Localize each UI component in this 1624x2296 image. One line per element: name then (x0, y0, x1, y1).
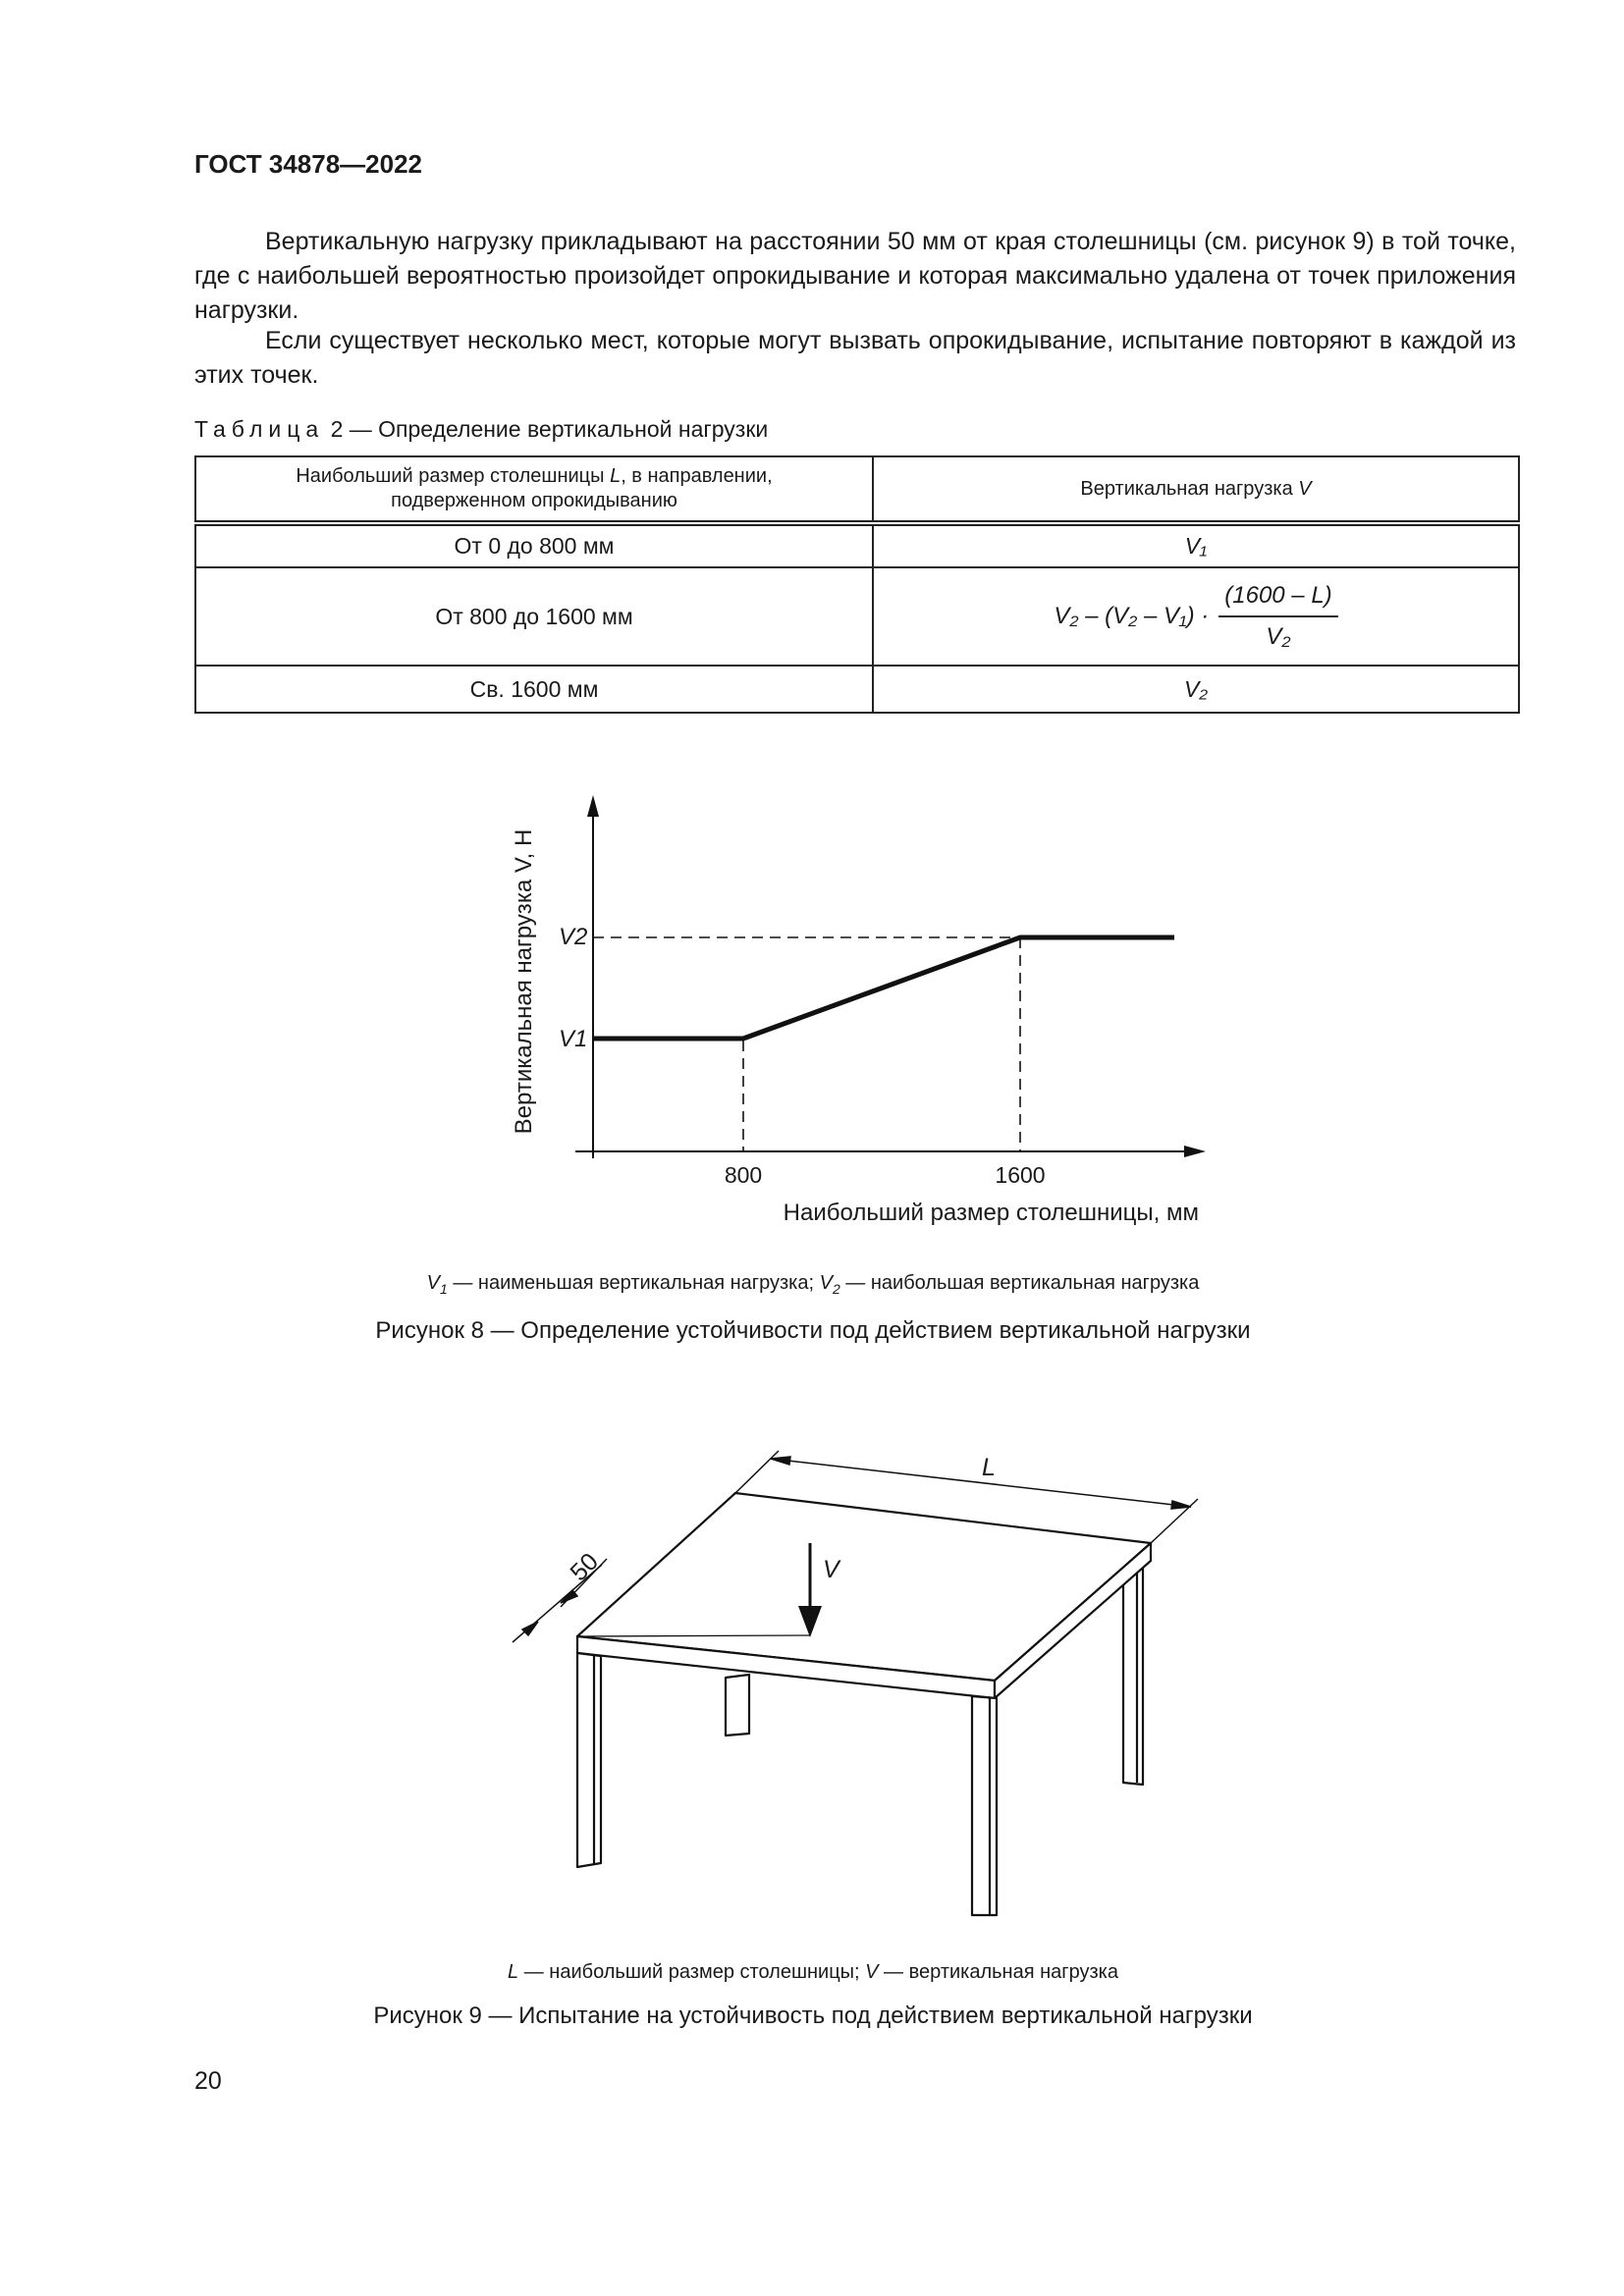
leg-back-right (1123, 1554, 1143, 1785)
figure-8-legend: $V_1$ — наименьшая вертикальная нагрузка; $V_2$ — наибольшая вертикальная нагрузка (426, 1272, 1200, 1297)
y-tick-v2: V2 (559, 924, 588, 950)
x-tick-1600: 1600 (995, 1162, 1046, 1188)
cell-load: V₂ (873, 666, 1519, 713)
paragraph-1-text: Вертикальную нагрузку прикладывают на расстоянии 50 мм от края столешницы (см. рисунок 9) в той точке, где с наибольшей вероятностью произойдет опрокидывание и которая максимально удалена от точек приложения нагрузки. (194, 228, 1516, 324)
figure-9-caption: Рисунок 9 — Испытание на устойчивость под действием вертикальной нагрузки (373, 2002, 1253, 2029)
label-L: L (982, 1454, 996, 1481)
figure-9-legend: L — наибольший размер столешницы; V — вертикальная нагрузка (508, 1961, 1118, 1983)
document-header: ГОСТ 34878—2022 (194, 149, 422, 179)
y-axis-label: Вертикальная нагрузка V, Н (511, 828, 537, 1135)
x-axis-label: Наибольший размер столешницы, мм (783, 1200, 1199, 1226)
formula-denominator: V₂ (1266, 623, 1291, 650)
y-tick-v1: V1 (559, 1026, 588, 1052)
formula-numerator: (1600 – L) (1218, 582, 1337, 617)
label-V: V (823, 1556, 839, 1583)
paragraph-2-text: Если существует несколько мест, которые могут вызвать опрокидывание, испытание повторяют в каждой из этих точек. (194, 327, 1516, 389)
table-caption-word: Таблица (194, 416, 325, 442)
cell-load: V₁ (873, 523, 1519, 567)
header-cell-load: Вертикальная нагрузка V (873, 456, 1519, 523)
label-50: 50 (565, 1547, 604, 1587)
cell-range: От 0 до 800 мм (195, 523, 873, 567)
dimension-L-line (771, 1459, 1191, 1507)
header-cell-size: Наибольший размер столешницы L, в направлении, подверженном опрокидыванию (195, 456, 873, 523)
formula-lhs: V₂ – (V₂ – V₁) · (1054, 603, 1210, 629)
dimension-L-ext-left (735, 1451, 779, 1493)
table-caption-rest: 2 — Определение вертикальной нагрузки (324, 416, 769, 442)
leg-front-left (577, 1653, 601, 1867)
leg-front-right (972, 1696, 997, 1915)
page-number: 20 (194, 2067, 222, 2095)
figure-8-caption: Рисунок 8 — Определение устойчивости под действием вертикальной нагрузки (375, 1317, 1251, 1344)
x-tick-800: 800 (724, 1162, 763, 1188)
leg-back-left (726, 1675, 749, 1735)
cell-range: Св. 1600 мм (195, 666, 873, 713)
cell-range: От 800 до 1600 мм (195, 567, 873, 666)
